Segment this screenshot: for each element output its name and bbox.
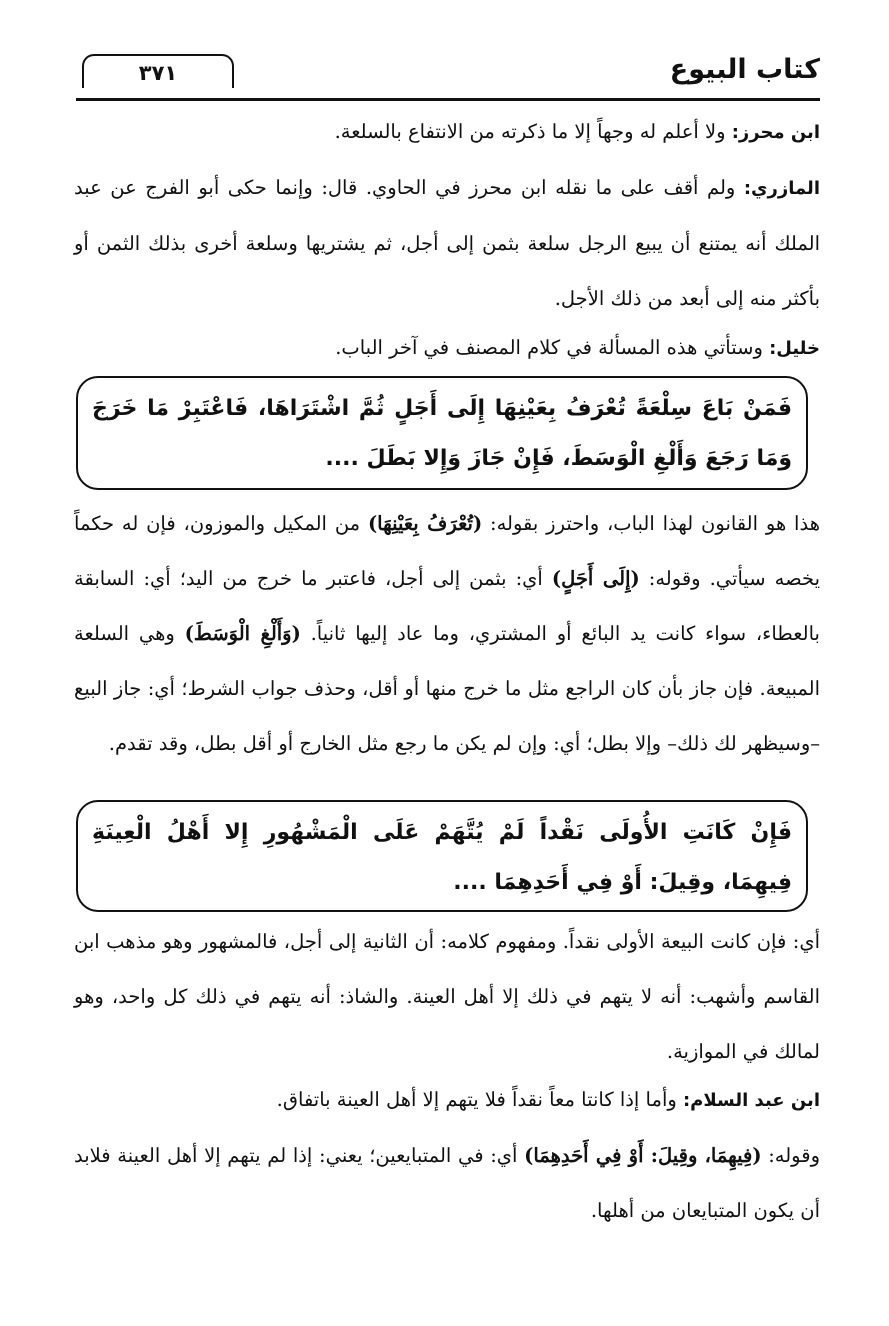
book-title: كتاب البيوع (669, 54, 820, 85)
speaker-name: ابن عبد السلام: (682, 1090, 820, 1111)
paragraph-text: أي: في المتبايعين؛ يعني: إذا لم يتهم إلا أهل العينة فلابد أن يكون المتبايعان من أهلها. (74, 1144, 820, 1222)
page-number: ٣٧١ (82, 54, 234, 88)
commentary-paragraph-3 (74, 1128, 820, 1238)
matn-text: فَإِنْ كَانَتِ الأُولَى نَقْداً لَمْ يُتَّهَمْ عَلَى الْمَشْهُورِ إِلا أَهْلُ الْعِينَةِ فِيهِمَا، وقِيلَ: أَوْ فِي أَحَدِهِمَا .... (92, 820, 792, 895)
speaker-name: المازري: (743, 178, 820, 199)
paragraph-khalil (74, 320, 820, 376)
quoted-phrase: (إِلَى أَجَلٍ) (551, 567, 640, 590)
paragraph-text: ولم أقف على ما نقله ابن محرز في الحاوي. قال: وإنما حكى أبو الفرج عن عبد الملك أنه يمتنع أن يبيع الرجل سلعة بثمن إلى أجل، ثم يشتريها وسلعة أخرى بذلك الثمن أو بأكثر منه إلى أبعد من ذلك الأجل. (74, 176, 820, 310)
speaker-name: خليل: (769, 338, 820, 359)
paragraph-text: أي: بثمن إلى أجل، فاعتبر ما خرج من اليد؛ أي: السابقة بالعطاء، سواء كانت يد البائع أو المشتري، وما عاد إليها ثانياً. (74, 567, 820, 645)
paragraph-ibn-abd-al-salam (74, 1072, 820, 1128)
paragraph-text: هذا هو القانون لهذا الباب، واحترز بقوله: (482, 512, 820, 535)
quoted-phrase: (فِيهِمَا، وقِيلَ: أَوْ فِي أَحَدِهِمَا) (524, 1144, 762, 1167)
paragraph-text: وستأتي هذه المسألة في كلام المصنف في آخر الباب. (335, 336, 770, 359)
quoted-phrase: (وَأَلْغِ الْوَسَطَ) (184, 622, 301, 645)
paragraph-text: وهي السلعة المبيعة. فإن جاز بأن كان الراجع مثل ما خرج منها أو أقل، وحذف جواب الشرط؛ أي: جاز البيع –وسيظهر لك ذلك– وإلا بطل؛ أي: وإن لم يكن ما رجع مثل الخارج أو أقل بطل، وقد تقدم. (74, 622, 820, 755)
commentary-paragraph-1 (74, 496, 820, 771)
paragraph-text: وقوله: (761, 1144, 820, 1167)
paragraph-ibn-muhriz (74, 104, 820, 160)
quoted-phrase: (تُعْرَفُ بِعَيْنِهَا) (367, 512, 483, 535)
matn-box-1 (76, 376, 808, 490)
commentary-paragraph-2 (74, 914, 820, 1079)
matn-text: فَمَنْ بَاعَ سِلْعَةً تُعْرَفُ بِعَيْنِهَا إِلَى أَجَلٍ ثُمَّ اشْتَرَاهَا، فَاعْتَبِرْ مَا خَرَجَ وَمَا رَجَعَ وَأَلْغِ الْوَسَطَ، فَإِنْ جَازَ وَإِلا بَطَلَ .... (92, 396, 792, 471)
paragraph-al-maziri (74, 160, 820, 326)
speaker-name: ابن محرز: (731, 122, 820, 143)
paragraph-text: من المكيل والموزون، فإن له حكماً يخصه سيأتي. وقوله: (74, 512, 821, 590)
paragraph-text: وأما إذا كانتا معاً نقداً فلا يتهم إلا أهل العينة باتفاق. (276, 1088, 683, 1111)
page-header (76, 52, 820, 101)
paragraph-text: أي: فإن كانت البيعة الأولى نقداً. ومفهوم كلامه: أن الثانية إلى أجل، فالمشهور وهو مذهب ابن القاسم وأشهب: أنه لا يتهم في ذلك إلا أهل العينة. والشاذ: أنه يتهم في ذلك كل واحد، وهو لمالك في الموازية. (74, 930, 820, 1063)
paragraph-text: ولا أعلم له وجهاً إلا ما ذكرته من الانتفاع بالسلعة. (334, 120, 732, 143)
matn-box-2 (76, 800, 808, 912)
